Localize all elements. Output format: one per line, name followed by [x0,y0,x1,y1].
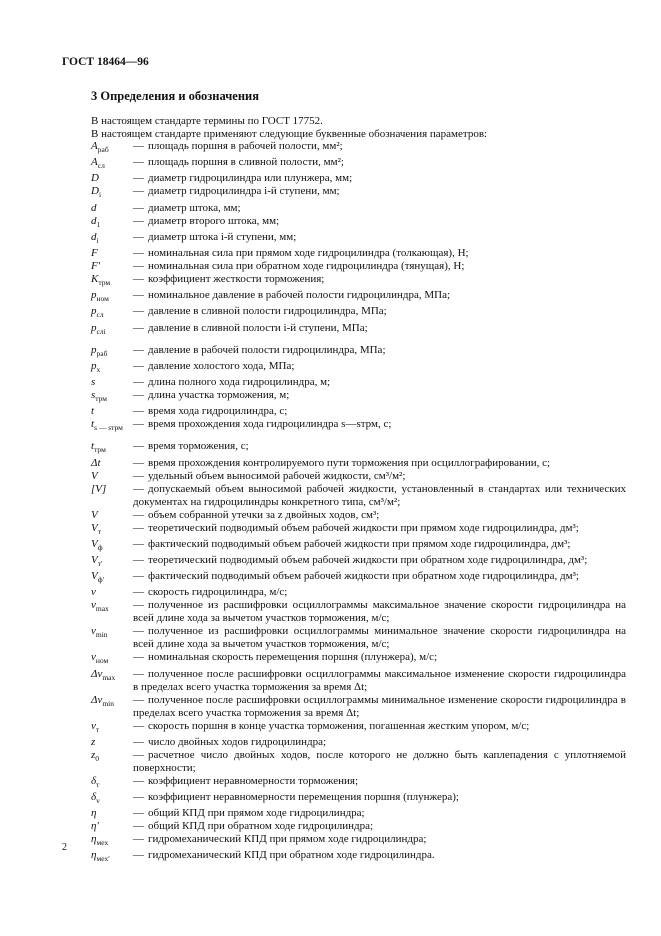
definition-text [133,736,626,749]
symbol-subscript: трм [95,394,108,404]
definition-row [91,522,626,538]
definition-text [133,470,626,483]
symbol-base: v [91,586,96,599]
definition-row [91,440,626,456]
symbol-base: η [91,833,97,846]
definition-symbol [91,185,133,201]
symbol-base: V [91,469,98,482]
definition-text [133,418,626,434]
definition-body: расчетное число двойных ходов, после которого не должно быть каплепадения с уплотняемой поверхности; [133,748,626,774]
definition-body: площадь поршня в рабочей полости, мм²; [148,140,343,152]
definition-dash: — [133,693,144,706]
definition-text [133,156,626,172]
symbol-subscript: трм [94,445,106,455]
definition-row [91,289,626,305]
definition-dash: — [133,807,144,820]
definition-body: полученное после расшифровки осциллограммы минимальное изменение скорости гидроцилиндра в пределах всего участка торможения за время Δt; [133,693,626,719]
symbol-base: t [91,405,95,418]
definition-symbol [91,344,133,360]
definition-symbol [91,791,133,807]
symbol-base: η′ [91,820,99,833]
definition-dash: — [133,156,144,169]
definition-text [133,570,626,586]
definition-symbol [91,509,133,522]
definition-symbol [91,586,133,599]
definition-text [133,849,626,865]
symbol-base: t [91,440,95,453]
definition-row [91,344,626,360]
definition-body: удельный объем выносимой рабочей жидкости, см³/м²; [148,469,406,482]
definition-body: диаметр второго штока, мм; [148,214,280,227]
definition-dash: — [133,833,144,846]
symbol-base: p [91,343,97,356]
definition-dash: — [133,748,144,761]
definition-dash: — [133,405,144,418]
definition-symbol [91,215,133,231]
definition-dash: — [133,289,144,302]
definition-body: скорость поршня в конце участка торможения, погашенная жестким упором, м/с; [148,719,530,732]
definition-row [91,418,626,434]
symbol-base: D [91,185,99,198]
definition-text [133,791,626,807]
symbol-subscript: т [96,779,100,789]
symbol-base: A [91,140,98,152]
definition-symbol [91,389,133,405]
definition-body: полученное из расшифровки осциллограммы минимальное значение скорости гидроцилиндра на всей длине хода за вычетом участков торможения, м/с; [133,625,626,651]
definition-symbol [91,172,133,185]
definition-dash: — [133,343,144,356]
definition-body: номинальная скорость перемещения поршня (плунжера), м/с; [148,651,438,664]
definition-body: общий КПД при обратном ходе гидроцилиндра; [148,820,374,833]
definition-row [91,509,626,522]
definition-dash: — [133,651,144,664]
definition-text [133,625,626,651]
definition-body: время хода гидроцилиндра, с; [148,405,288,418]
definition-dash: — [133,625,144,638]
definition-symbol [91,156,133,172]
definition-text [133,215,626,231]
definition-dash: — [133,359,144,372]
definition-dash: — [133,599,144,612]
definition-symbol [91,405,133,418]
definition-row [91,273,626,289]
definition-symbol [91,625,133,651]
definition-row [91,405,626,418]
definition-dash: — [133,214,144,227]
definition-symbol [91,651,133,667]
definition-body: коэффициент неравномерности торможения; [148,774,359,787]
definition-row [91,185,626,201]
definition-symbol [91,775,133,791]
definition-row [91,538,626,554]
definition-body: гидромеханический КПД при обратном ходе гидроцилиндра. [148,849,435,862]
definition-row [91,360,626,376]
symbol-base: v [91,719,96,732]
definition-symbol [91,720,133,736]
definition-symbol [91,305,133,321]
symbol-base: V [91,537,98,550]
definition-row [91,651,626,667]
definition-row [91,322,626,338]
definition-symbol [91,538,133,554]
section-title: 3 Определения и обозначения [91,89,260,103]
symbol-subscript: сл [96,310,104,320]
definition-dash: — [133,774,144,787]
definition-row [91,849,626,865]
definition-dash: — [133,849,144,862]
symbol-subscript: т [97,526,102,536]
definition-body: длина полного хода гидроцилиндра, м; [148,376,331,389]
definition-body: коэффициент неравномерности перемещения поршня (плунжера); [148,790,459,803]
symbol-subscript: max [102,672,116,682]
definition-symbol [91,820,133,833]
symbol-subscript: ф′ [97,575,105,585]
definition-row [91,791,626,807]
symbol-base: δ [91,774,97,787]
definition-row [91,140,626,156]
definition-dash: — [133,321,144,334]
definition-row [91,807,626,820]
definition-text [133,440,626,456]
definition-symbol [91,554,133,570]
definition-dash: — [133,735,144,748]
symbol-subscript: мех [96,838,109,848]
definition-body: время торможения, с; [148,440,249,453]
definition-symbol [91,231,133,247]
symbol-base: [V] [91,482,107,495]
definition-dash: — [133,667,144,680]
definition-body: коэффициент жесткости торможения; [148,272,325,285]
definition-body: число двойных ходов гидроцилиндра; [148,735,327,748]
symbol-base: Δv [91,693,103,706]
symbol-base: Δt [91,456,101,469]
definition-dash: — [133,456,144,469]
definition-symbol [91,247,133,260]
definition-body: давление в сливной полости i-й ступени, МПа; [148,321,368,334]
definition-symbol [91,570,133,586]
definition-row [91,457,626,470]
definition-text [133,172,626,185]
definition-row [91,156,626,172]
definition-dash: — [133,586,144,599]
symbol-base: p [91,321,97,334]
symbol-base: η [91,849,97,862]
definition-symbol [91,749,133,775]
definition-symbol [91,694,133,720]
symbol-base: v [91,651,96,664]
symbol-subscript: 0 [95,753,100,763]
definition-dash: — [133,820,144,833]
definition-body: давление в сливной полости гидроцилиндра, МПа; [148,305,387,318]
symbol-subscript: 1 [96,219,101,229]
definition-body: гидромеханический КПД при прямом ходе гидроцилиндра; [148,833,427,846]
definition-row [91,305,626,321]
symbol-subscript: ном [96,294,109,304]
definition-text [133,185,626,201]
definition-text [133,247,626,260]
definition-symbol [91,470,133,483]
definition-body: теоретический подводимый объем рабочей жидкости при обратном ходе гидроцилиндра, дм³; [148,554,588,566]
symbol-base: V [91,521,98,534]
definition-dash: — [133,185,144,198]
definition-body: номинальное давление в рабочей полости гидроцилиндра, МПа; [148,289,451,302]
definition-row [91,586,626,599]
definition-body: площадь поршня в сливной полости, мм²; [148,156,344,169]
definition-text [133,202,626,215]
symbol-subscript: х [96,365,101,375]
definition-text [133,807,626,820]
symbol-subscript: сл [97,161,105,171]
definition-text [133,554,626,570]
definition-dash: — [133,482,144,495]
symbol-subscript: мех′ [96,854,110,864]
definition-row [91,215,626,231]
definition-body: диаметр гидроцилиндра или плунжера, мм; [148,172,353,185]
definition-row [91,599,626,625]
symbol-subscript: трм [98,278,111,288]
definition-row [91,694,626,720]
definition-text [133,231,626,247]
definition-text [133,405,626,418]
definition-body: номинальная сила при обратном ходе гидроцилиндра (тянущая), Н; [148,259,465,272]
definition-body: общий КПД при прямом ходе гидроцилиндра; [148,807,365,820]
definition-text [133,140,626,156]
definition-text [133,376,626,389]
definition-symbol [91,668,133,694]
definition-row [91,554,626,570]
definition-body: диаметр гидроцилиндра i-й ступени, мм; [148,185,340,198]
symbol-subscript: min [102,698,115,708]
definition-text [133,599,626,625]
definition-symbol [91,289,133,305]
definition-row [91,483,626,509]
definition-dash: — [133,719,144,732]
symbol-base: t [91,418,95,431]
definition-row [91,172,626,185]
symbol-subscript: i [98,190,102,200]
definition-body: длина участка торможения, м; [148,389,290,402]
definition-text [133,483,626,509]
definition-text [133,273,626,289]
definition-row [91,202,626,215]
definition-dash: — [133,272,144,285]
definition-text [133,322,626,338]
definition-body: фактический подводимый объем рабочей жидкости при прямом ходе гидроцилиндра, дм³; [148,537,571,550]
definition-symbol [91,599,133,625]
definition-symbol [91,202,133,215]
symbol-base: F′ [91,259,101,272]
definition-text [133,749,626,775]
definition-text [133,586,626,599]
definition-body: время прохождения контролируемого пути торможения при осциллографировании, с; [148,456,551,469]
page-number: 2 [62,842,67,853]
definition-text [133,694,626,720]
definition-dash: — [133,440,144,453]
definition-dash: — [133,790,144,803]
symbol-subscript: min [95,630,108,640]
definition-row [91,247,626,260]
definition-symbol [91,360,133,376]
definition-dash: — [133,389,144,402]
definition-dash: — [133,521,144,534]
definition-row [91,720,626,736]
symbol-base: d [91,214,97,227]
definitions-list [91,140,626,866]
definition-row [91,833,626,849]
symbol-base: V [91,508,98,521]
definition-symbol [91,440,133,456]
definition-dash: — [133,259,144,272]
symbol-subscript: т′ [97,559,103,569]
symbol-base: p [91,289,97,302]
definition-body: объем собранной утечки за z двойных ходов, см³; [148,508,380,521]
definition-body: время прохождения хода гидроцилиндра s—sтрм, с; [148,418,392,431]
symbol-base: D [91,172,99,185]
definition-dash: — [133,376,144,389]
symbol-base: d [91,201,97,214]
definition-text [133,775,626,791]
definition-symbol [91,522,133,538]
symbol-base: V [91,554,98,566]
definition-body: полученное из расшифровки осциллограммы максимальное значение скорости гидроцилиндра на всей длине хода за вычетом участков торможения, м/с; [133,599,626,625]
definition-row [91,736,626,749]
symbol-subscript: i [96,235,99,245]
symbol-subscript: т [95,724,100,734]
intro-line-2: В настоящем стандарте применяют следующие буквенные обозначения параметров: [91,127,488,140]
definition-symbol [91,140,133,156]
definition-text [133,720,626,736]
definition-text [133,538,626,554]
symbol-base: Δv [91,667,103,680]
definition-text [133,344,626,360]
symbol-subscript: ф [97,543,103,552]
definition-row [91,749,626,775]
definition-row [91,376,626,389]
symbol-base: V [91,570,98,583]
symbol-base: K [91,272,99,285]
definition-row [91,668,626,694]
definition-row [91,389,626,405]
definition-symbol [91,376,133,389]
symbol-base: z [91,748,96,761]
symbol-base: p [91,359,97,372]
definition-text [133,457,626,470]
definition-text [133,360,626,376]
symbol-base: s [91,376,96,389]
definition-text [133,522,626,538]
definition-text [133,651,626,667]
definition-body: фактический подводимый объем рабочей жидкости при обратном ходе гидроцилиндра, дм³; [148,570,579,583]
definition-text [133,389,626,405]
definition-dash: — [133,140,144,152]
definition-symbol [91,833,133,849]
definition-dash: — [133,305,144,318]
definition-symbol [91,273,133,289]
definition-body: диаметр штока, мм; [148,201,241,214]
definition-row [91,820,626,833]
definition-dash: — [133,246,144,259]
symbol-base: v [91,625,96,638]
symbol-subscript: max [95,604,109,614]
standard-header: ГОСТ 18464—96 [62,56,149,68]
definition-body: давление холостого хода, МПа; [148,359,295,372]
definition-row [91,470,626,483]
symbol-subscript: слi [96,326,106,336]
definition-symbol [91,849,133,865]
symbol-subscript: ном [95,656,109,666]
symbol-base: s [91,389,96,402]
definition-dash: — [133,230,144,243]
definition-body: полученное после расшифровки осциллограммы максимальное изменение скорости гидроцилиндра в пределах всего участка торможения за время Δt; [133,667,626,693]
definition-dash: — [133,469,144,482]
definition-symbol [91,736,133,749]
symbol-base: v [91,599,96,612]
symbol-base: p [91,305,97,318]
definition-row [91,775,626,791]
definition-row [91,570,626,586]
symbol-base: δ [91,790,97,803]
definition-row [91,231,626,247]
definition-symbol [91,483,133,509]
definition-row [91,625,626,651]
definition-text [133,833,626,849]
definition-text [133,820,626,833]
symbol-base: F [91,246,98,259]
definition-body: диаметр штока i-й ступени, мм; [148,230,297,243]
definition-row [91,260,626,273]
definition-body: теоретический подводимый объем рабочей жидкости при прямом ходе гидроцилиндра, дм³; [148,521,579,534]
definition-symbol [91,260,133,273]
symbol-subscript: раб [97,145,109,155]
definition-body: номинальная сила при прямом ходе гидроцилиндра (толкающая), Н; [148,246,469,259]
definition-dash: — [133,554,144,566]
definition-text [133,289,626,305]
definition-text [133,260,626,273]
intro-line-1: В настоящем стандарте термины по ГОСТ 17752. [91,115,323,127]
definition-symbol [91,457,133,470]
definition-dash: — [133,201,144,214]
definition-dash: — [133,172,144,185]
symbol-subscript: раб [96,348,108,358]
symbol-base: d [91,230,97,243]
symbol-subscript: s — sтрм [94,423,123,433]
definition-body: скорость гидроцилиндра, м/с; [148,586,288,599]
definition-text [133,509,626,522]
definition-body: давление в рабочей полости гидроцилиндра, МПа; [148,343,386,356]
definition-text [133,305,626,321]
definition-body: допускаемый объем выносимой рабочей жидкости, установленный в стандартах или технических документах на гидроцилиндры конкретного типа, см³/м²; [133,482,626,508]
definition-symbol [91,807,133,820]
definition-dash: — [133,570,144,583]
definition-text [133,668,626,694]
symbol-base: z [91,735,96,748]
symbol-base: A [91,156,98,169]
definition-dash: — [133,418,144,431]
definition-symbol [91,322,133,338]
definition-symbol [91,418,133,434]
symbol-subscript: v [96,796,100,806]
definition-dash: — [133,537,144,550]
symbol-base: η [91,807,97,820]
definition-dash: — [133,508,144,521]
